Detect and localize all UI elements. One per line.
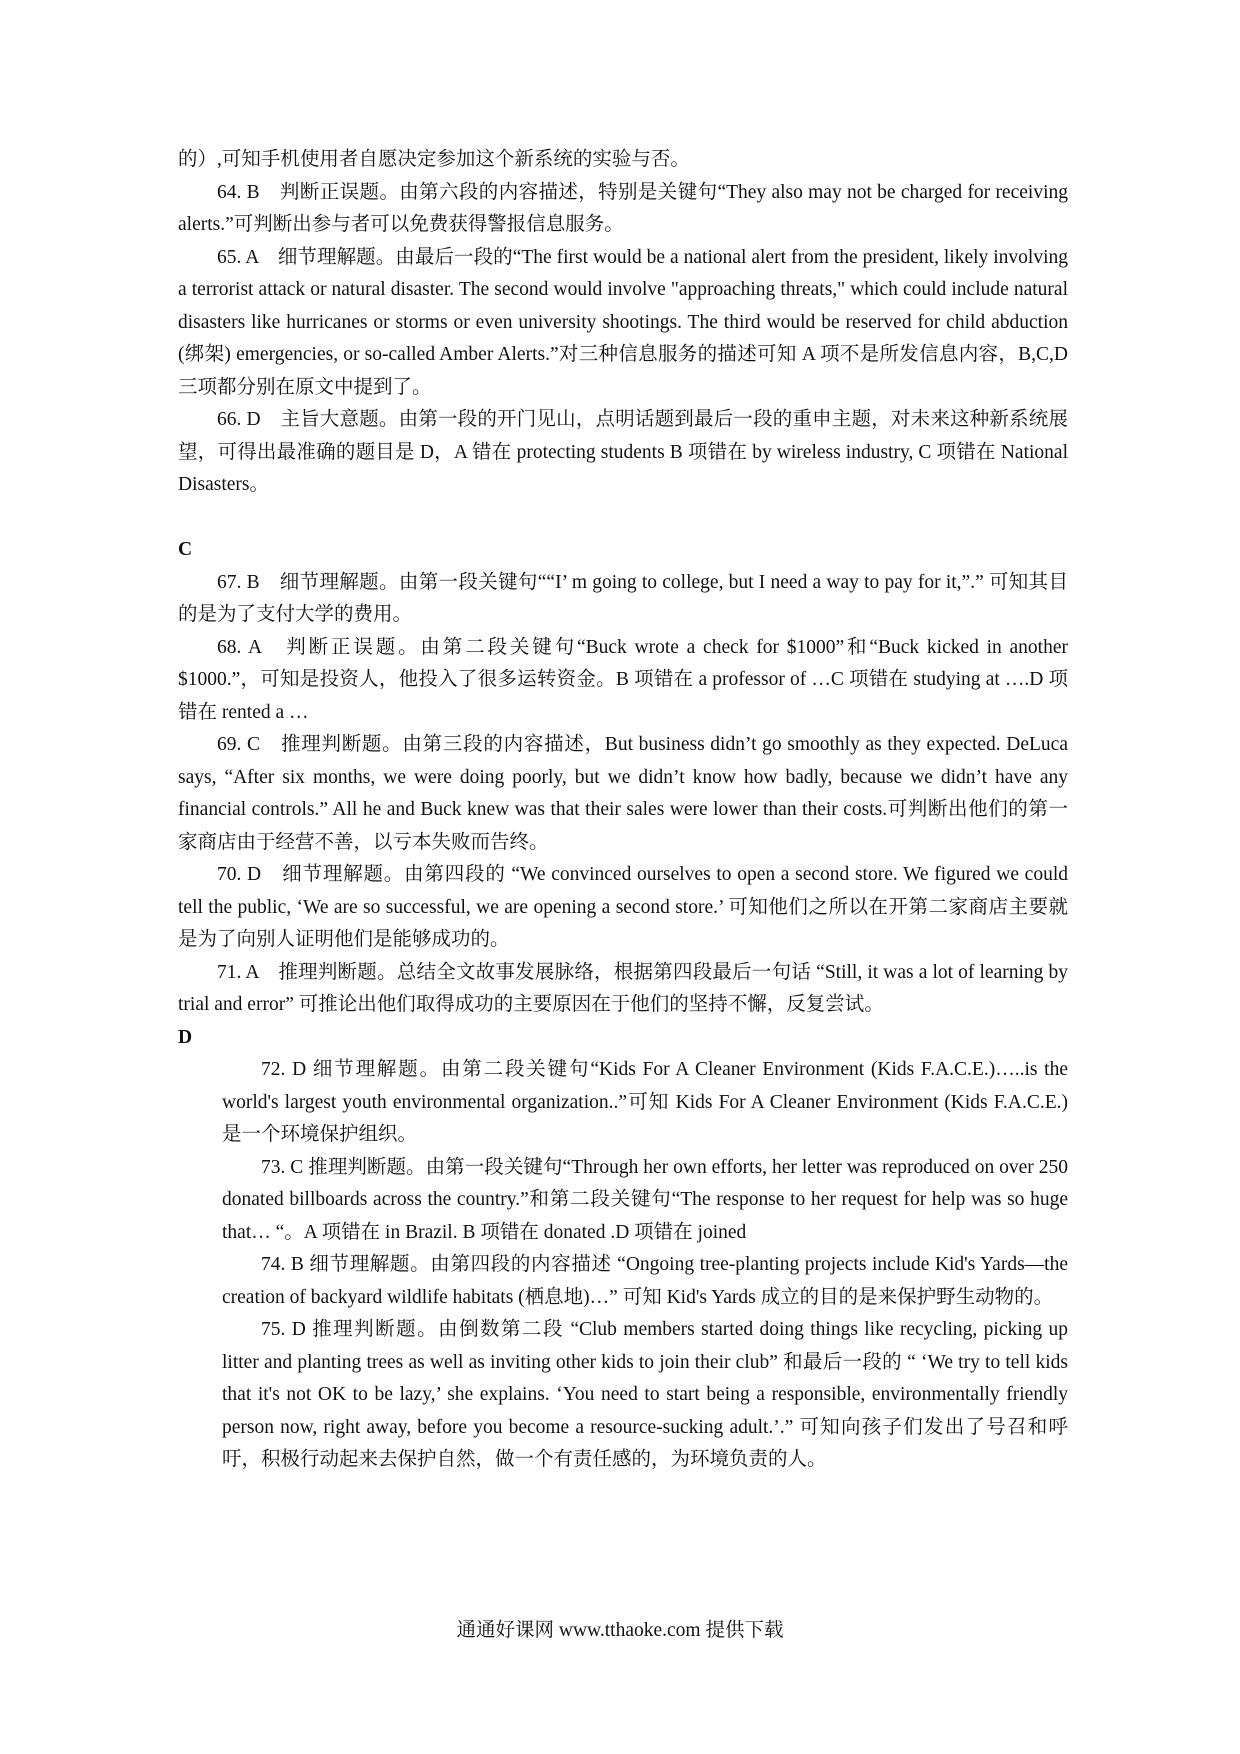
answer-73: 73. C 推理判断题。由第一段关键句“Through her own efforts, her letter was reproduced on over 250 donated billboards across the country.”和第二段关键句“The response to her request for help was so huge that… “。A 项错在 in Brazil. B 项错在 donated .D 项错在 joined	[222, 1156, 1068, 1243]
answer-71: 71. A 推理判断题。总结全文故事发展脉络，根据第四段最后一句话 “Still, it was a lot of learning by trial and error” 可推论出他们取得成功的主要原因在于他们的坚持不懈，反复尝试。	[178, 961, 1068, 1015]
answer-68: 68. A 判断正误题。由第二段关键句“Buck wrote a check for $1000”和“Buck kicked in another $1000.”，可知是投资人，他投入了很多运转资金。B 项错在 a professor of …C 项错在 studying at ….D 项错在 rented a …	[178, 636, 1068, 723]
answer-70: 70. D 细节理解题。由第四段的 “We convinced ourselves to open a second store. We figured we could tell the public, ‘We are so successful, we are opening a second store.’ 可知他们之所以在开第二家商店主要就是为了向别人证明他们是能够成功的。	[178, 864, 1068, 950]
section-d-heading: D	[178, 1026, 193, 1048]
answer-64: 64. B 判断正误题。由第六段的内容描述，特别是关键句“They also may not be charged for receiving alerts.”可判断出参与者可以免费获得警报信息服务。	[178, 181, 1068, 235]
page-footer: 通通好课网 www.tthaoke.com 提供下载	[456, 1620, 784, 1641]
answer-72: 72. D 细节理解题。由第二段关键句“Kids For A Cleaner Environment (Kids F.A.C.E.)…..is the world's largest youth environmental organization..”可知 Kids For A Cleaner Environment (Kids F.A.C.E.)是一个环境保护组织。	[222, 1059, 1068, 1145]
section-c-heading: C	[178, 539, 193, 560]
answer-65: 65. A 细节理解题。由最后一段的“The first would be a national alert from the president, likely involving a terrorist attack or natural disaster. The second would involve "approaching threats," which could include natural disasters like hurricanes or storms or even university shootings. The third would be reserved for child abduction (绑架) emergencies, or so-called Amber Alerts.”对三种信息服务的描述可知 A 项不是所发信息内容，B,C,D 三项都分别在原文中提到了。	[178, 246, 1068, 398]
answer-67: 67. B 细节理解题。由第一段关键句““I’ m going to college, but I need a way to pay for it,”.” 可知其目的是为了支付大学的费用。	[178, 571, 1068, 625]
answer-75: 75. D 推理判断题。由倒数第二段 “Club members started doing things like recycling, picking up litter and planting trees as well as inviting other kids to join their club” 和最后一段的 “ ‘We try to tell kids that it's not OK to be lazy,’ she explains. ‘You need to start being a responsible, environmentally friendly person now, right away, before you become a resource-sucking adult.’.” 可知向孩子们发出了号召和呼吁，积极行动起来去保护自然，做一个有责任感的，为环境负责的人。	[222, 1319, 1068, 1470]
answer-69: 69. C 推理判断题。由第三段的内容描述，But business didn’t go smoothly as they expected. DeLuca says, “After six months, we were doing poorly, but we didn’t know how badly, because we didn’t have any financial controls.” All he and Buck knew was that their sales were lower than their costs.可判断出他们的第一家商店由于经营不善，以亏本失败而告终。	[178, 734, 1068, 853]
continued-paragraph: 的）,可知手机使用者自愿决定参加这个新系统的实验与否。	[178, 149, 690, 170]
answer-66: 66. D 主旨大意题。由第一段的开门见山，点明话题到最后一段的重申主题，对未来这种新系统展望，可得出最准确的题目是 D，A 错在 protecting students B 项错在 by wireless industry, C 项错在 National Disasters。	[178, 409, 1068, 495]
section-gap	[178, 502, 1068, 535]
answer-explanations	[178, 144, 1068, 1477]
answer-74: 74. B 细节理解题。由第四段的内容描述 “Ongoing tree-planting projects include Kid's Yards—the creation of backyard wildlife habitats (栖息地)…” 可知 Kid's Yards 成立的目的是来保护野生动物的。	[222, 1254, 1068, 1308]
